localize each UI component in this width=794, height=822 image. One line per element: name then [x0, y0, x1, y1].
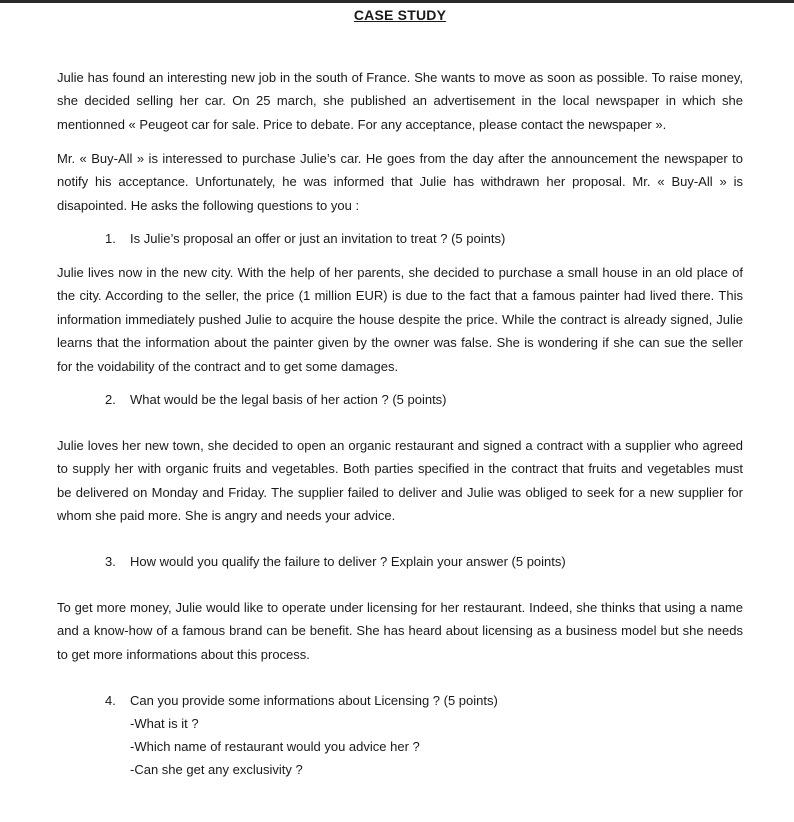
question-1 — [105, 227, 505, 250]
sub-question-what-is-it: -What is it ? — [130, 716, 199, 731]
paragraph-licensing: To get more money, Julie would like to operate under licensing for her restaurant. Indeed, she thinks that using a name and a know-how of a famous brand can be benefit. She has heard about licensing as a business model but she needs to get more informations about this process. — [57, 600, 743, 662]
question-2-number: 2. — [105, 392, 116, 407]
question-1-number: 1. — [105, 231, 116, 246]
sub-question-exclusivity: -Can she get any exclusivity ? — [130, 762, 303, 777]
question-2-text: What would be the legal basis of her action ? (5 points) — [130, 392, 447, 407]
question-3-text: How would you qualify the failure to deliver ? Explain your answer (5 points) — [130, 554, 566, 569]
paragraph-buy-all: Mr. « Buy-All » is interessed to purchase Julie’s car. He goes from the day after the announcement the newspaper to notify his acceptance. Unfortunately, he was informed that Julie has withdrawn her proposal. Mr. « Buy-All » is disapointed. He asks the following questions to you : — [57, 151, 743, 213]
question-4-number: 4. — [105, 693, 116, 708]
question-4-text: Can you provide some informations about Licensing ? (5 points) — [130, 693, 498, 708]
paragraph-car-sale: Julie has found an interesting new job in the south of France. She wants to move as soon as possible. To raise money, she decided selling her car. On 25 march, she published an advertisement in the local newspaper in which she mentionned « Peugeot car for sale. Price to debate. For any acceptance, please contact the newspaper ». — [57, 70, 743, 132]
sub-question-restaurant-name: -Which name of restaurant would you advice her ? — [130, 739, 420, 754]
question-3-number: 3. — [105, 554, 116, 569]
paragraph-house-purchase: Julie lives now in the new city. With the help of her parents, she decided to purchase a small house in an old place of the city. According to the seller, the price (1 million EUR) is due to the fact that a famous painter had lived there. This information immediately pushed Julie to acquire the house despite the price. While the contract is already signed, Julie learns that the information about the painter given by the owner was false. She is wondering if she can sue the seller for the voidability of the contract and to get some damages. — [57, 265, 743, 374]
paragraph-restaurant-supplier: Julie loves her new town, she decided to open an organic restaurant and signed a contract with a supplier who agreed to supply her with organic fruits and vegetables. Both parties specified in the contract that fruits and vegetables must be delivered on Monday and Friday. The supplier failed to deliver and Julie was obliged to seek for a new supplier for whom she paid more. She is angry and needs your advice. — [57, 438, 743, 524]
question-3 — [105, 550, 566, 573]
top-border-rule — [0, 0, 794, 3]
question-4 — [105, 689, 498, 712]
question-2 — [105, 388, 447, 411]
page-title: CASE STUDY — [353, 7, 447, 23]
question-1-text: Is Julie’s proposal an offer or just an invitation to treat ? (5 points) — [130, 231, 506, 246]
